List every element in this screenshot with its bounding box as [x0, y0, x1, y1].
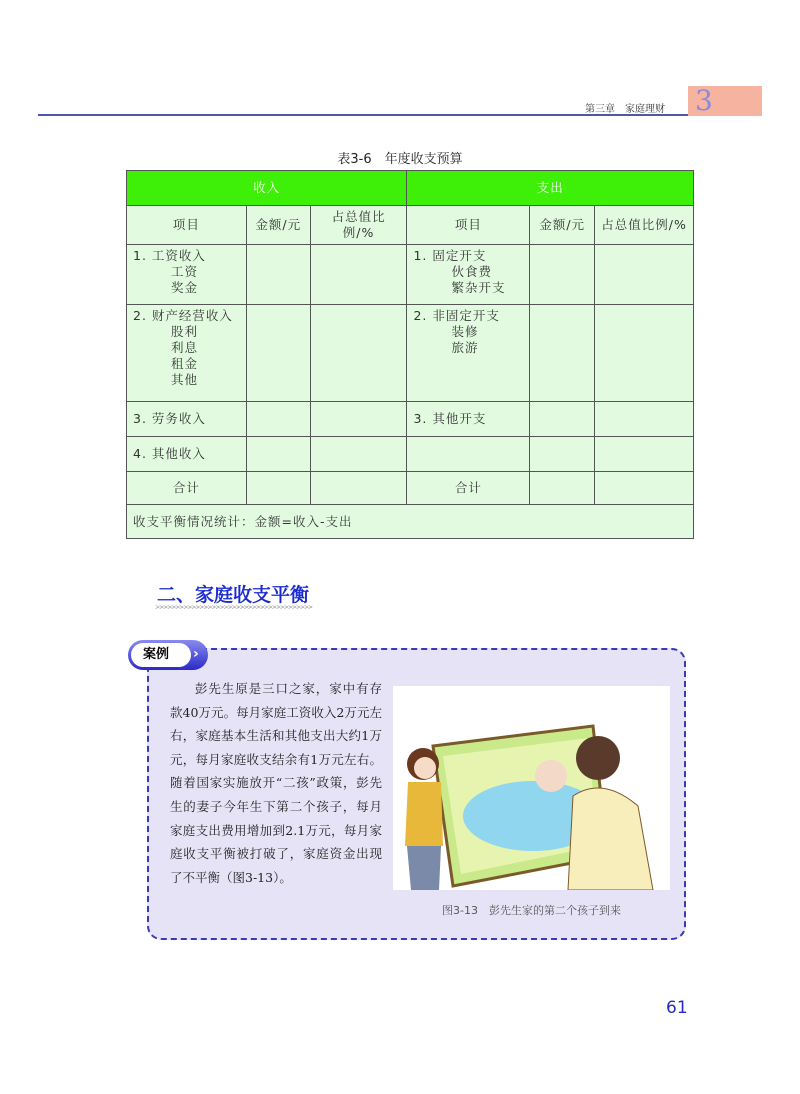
col-header: 占总值比例/%	[595, 206, 694, 245]
chapter-title: 第三章 家庭理财	[585, 104, 665, 115]
col-header: 项目	[407, 206, 530, 245]
page-number: 61	[666, 998, 688, 1018]
figure-caption: 图3-13 彭先生家的第二个孩子到来	[442, 904, 621, 917]
chapter-number: 3	[695, 84, 713, 117]
item: 1. 工资收入	[133, 248, 206, 263]
col-header: 项目	[127, 206, 247, 245]
col-header: 金额/元	[530, 206, 595, 245]
sub-item: 利息	[171, 340, 199, 355]
budget-table	[126, 170, 694, 539]
case-tag-label: 案例	[131, 643, 191, 667]
total-label: 合计	[127, 472, 247, 505]
table-row	[127, 305, 694, 402]
sub-item: 旅游	[451, 340, 479, 355]
sub-item: 伙食费	[451, 264, 492, 279]
table-row	[127, 245, 694, 305]
total-row	[127, 472, 694, 505]
sub-item: 其他	[171, 372, 199, 387]
total-label: 合计	[407, 472, 530, 505]
summary-row	[127, 505, 694, 539]
table-row	[127, 437, 694, 472]
family-illustration	[393, 686, 670, 890]
chevron-right-icon: ›	[193, 646, 199, 662]
case-text: 彭先生原是三口之家，家中有存款40万元。每月家庭工资收入2万元左右，家庭基本生活和其他支出大约1万元，每月家庭收支结余有1万元左右。随着国家实施放开“二孩”政策，彭先生的妻子今年生下第二个孩子，每月家庭支出费用增加到2.1万元，每月家庭收支平衡被打破了，家庭资金出现了不平衡（图3-13）。	[170, 681, 382, 885]
heading-underline: >>>>>>>>>>>>>>>>>>>>>>>>>>>>>>>>>>>>>>>	[155, 604, 313, 611]
col-header: 金额/元	[246, 206, 310, 245]
item: 4. 其他收入	[127, 437, 247, 472]
sub-item: 股利	[171, 324, 199, 339]
item: 3. 其他开支	[407, 402, 530, 437]
group-expense: 支出	[407, 171, 694, 206]
item: 1. 固定开支	[413, 248, 487, 263]
summary: 收支平衡情况统计：金额=收入-支出	[127, 505, 694, 539]
sub-item: 租金	[171, 356, 199, 371]
table-title: 表3-6 年度收支预算	[337, 152, 463, 167]
sub-item: 奖金	[171, 280, 199, 295]
sub-item: 装修	[451, 324, 479, 339]
col-header: 占总值比例/%	[310, 206, 407, 245]
section-heading: 二、家庭收支平衡	[157, 584, 310, 606]
item: 3. 劳务收入	[127, 402, 247, 437]
item: 2. 财产经营收入	[133, 308, 233, 323]
item	[407, 437, 530, 472]
table-row	[127, 402, 694, 437]
sub-item: 繁杂开支	[451, 280, 506, 295]
group-income: 收入	[127, 171, 407, 206]
sub-item: 工资	[171, 264, 199, 279]
item: 2. 非固定开支	[413, 308, 500, 323]
